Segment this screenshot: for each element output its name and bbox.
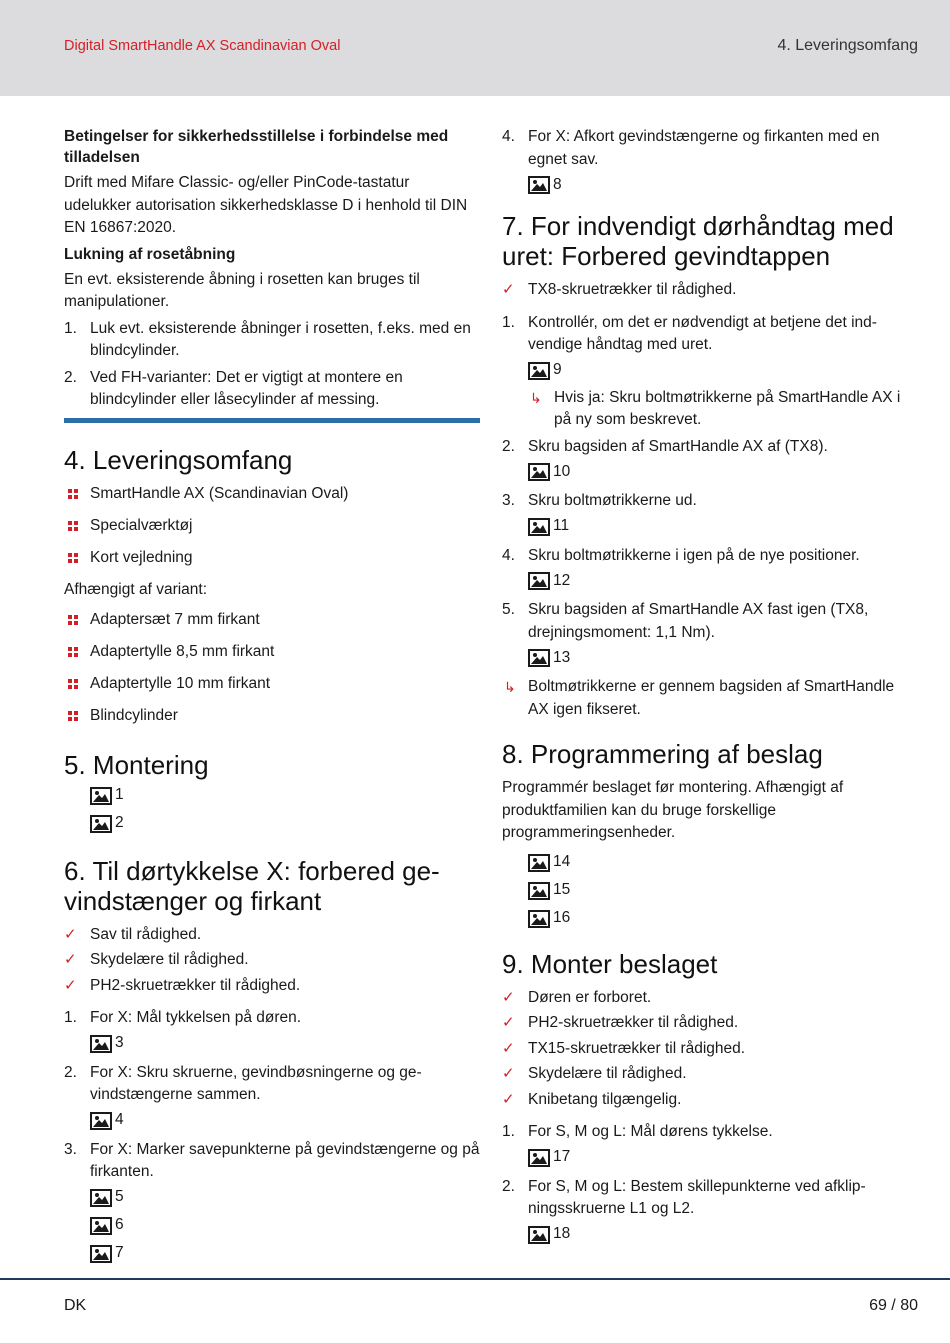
checkmark-icon: ✓ <box>64 976 77 994</box>
figure-number: 18 <box>553 1225 571 1243</box>
step-text: For X: Mål tykkelsen på døren. <box>90 1009 302 1026</box>
list-item <box>64 1139 480 1268</box>
step-text: For X: Afkort gevindstængerne og firkanten med en egnet sav. <box>528 128 880 168</box>
list-item <box>64 1007 480 1058</box>
check-text: Skydelære til rådighed. <box>528 1065 687 1082</box>
page-header <box>0 0 950 96</box>
section-divider <box>64 418 480 423</box>
figure-number: 1 <box>115 786 124 804</box>
variant-list <box>64 609 480 728</box>
image-icon <box>528 649 550 667</box>
result-arrow-icon: ↳ <box>504 679 516 695</box>
rosette-steps <box>64 318 480 412</box>
check-text: Sav til rådighed. <box>90 925 202 943</box>
list-item-text: SmartHandle AX (Scandinavian Oval) <box>90 484 349 502</box>
check-item <box>502 987 918 1010</box>
requirements-list <box>64 924 480 998</box>
check-item <box>502 1089 918 1112</box>
delivery-list <box>64 483 480 570</box>
check-text: Knibetang tilgængelig. <box>528 1090 682 1108</box>
figure-number: 4 <box>115 1111 124 1129</box>
image-icon <box>90 787 112 805</box>
list-item <box>502 490 918 541</box>
footer-divider <box>0 1278 950 1280</box>
checkmark-icon: ✓ <box>502 988 515 1006</box>
figure-reference <box>528 458 918 486</box>
image-icon <box>528 463 550 481</box>
list-item <box>502 436 918 487</box>
step-number: 2. <box>64 368 77 386</box>
check-item <box>502 279 918 302</box>
list-item-text: Kort vejledning <box>90 548 193 566</box>
check-text: PH2-skruetrækker til rådighed. <box>528 1014 739 1031</box>
section-5-heading: 5. Montering <box>64 749 209 780</box>
figure-reference <box>90 1184 480 1212</box>
check-text: Døren er forboret. <box>528 988 652 1006</box>
list-item <box>64 367 480 412</box>
section-7-result <box>502 676 918 721</box>
step-number: 4. <box>502 546 515 564</box>
checkmark-icon: ✓ <box>502 1039 515 1057</box>
step-text: Ved FH-varianter: Det er vigtigt at montere en blindcylinder eller låsecylinder af messing. <box>90 368 403 408</box>
variant-text: Afhængigt af variant: <box>64 580 208 598</box>
list-item <box>64 547 480 570</box>
right-column <box>502 126 918 1253</box>
figure-number: 13 <box>553 648 571 666</box>
list-item <box>64 609 480 632</box>
list-item <box>502 1176 918 1249</box>
image-icon <box>90 1112 112 1130</box>
check-item <box>64 924 480 947</box>
list-item <box>64 673 480 696</box>
list-item-text: Adaptertylle 10 mm firkant <box>90 675 271 692</box>
section-6-steps <box>64 1007 480 1268</box>
square-bullet-icon <box>68 647 79 658</box>
check-item <box>64 949 480 972</box>
figure-reference <box>90 782 480 810</box>
list-item <box>64 515 480 538</box>
result-text: Boltmøtrikkerne er gennem bagsiden af SmartHandle AX igen fikseret. <box>528 678 895 718</box>
figure-number: 14 <box>553 853 571 871</box>
check-item <box>64 975 480 998</box>
section-9-steps <box>502 1121 918 1249</box>
conditions-heading: Betingelser for sikkerhedsstillelse i forbindelse med tilladelsen <box>64 128 449 166</box>
figure-reference <box>528 171 918 199</box>
image-icon <box>528 854 550 872</box>
square-bullet-icon <box>68 711 79 722</box>
figure-reference <box>528 567 918 595</box>
figure-number: 16 <box>553 909 571 927</box>
checkmark-icon: ✓ <box>64 925 77 943</box>
figure-group <box>502 849 918 933</box>
checkmark-icon: ✓ <box>502 1065 515 1082</box>
step-text: For X: Skru skruerne, gevindbøsningerne og ge-vindstængerne sammen. <box>90 1063 422 1103</box>
chapter-title: 4. Leveringsomfang <box>777 37 918 54</box>
check-item <box>502 1012 918 1035</box>
figure-number: 9 <box>553 361 562 379</box>
figure-number: 10 <box>553 462 571 480</box>
figure-reference <box>90 1240 480 1268</box>
image-icon <box>90 1217 112 1235</box>
list-item <box>64 705 480 728</box>
checkmark-icon: ✓ <box>64 951 77 968</box>
step-number: 1. <box>64 319 77 337</box>
figure-number: 3 <box>115 1034 124 1052</box>
step-text: Skru bagsiden af SmartHandle AX fast igen (TX8, drejningsmoment: 1,1 Nm). <box>528 601 869 641</box>
image-icon <box>528 882 550 900</box>
checkmark-icon: ✓ <box>502 1090 515 1108</box>
step-number: 2. <box>502 1177 515 1195</box>
figure-group <box>64 782 480 838</box>
step-number: 5. <box>502 601 515 618</box>
sub-result <box>528 387 918 432</box>
check-item <box>502 1038 918 1061</box>
image-icon <box>528 910 550 928</box>
figure-number: 5 <box>115 1188 124 1206</box>
figure-number: 7 <box>115 1244 124 1262</box>
figure-reference <box>90 1212 480 1240</box>
step-number: 1. <box>64 1009 77 1026</box>
step-text: For S, M og L: Mål dørens tykkelse. <box>528 1123 773 1140</box>
section-9-heading: 9. Monter beslaget <box>502 948 718 979</box>
list-item-text: Blindcylinder <box>90 707 178 724</box>
section-8-text: Programmér beslaget før montering. Afhængigt af produktfamilien kan du bruge forskellige programmeringsenheder. <box>502 779 844 841</box>
step-number: 1. <box>502 1123 515 1140</box>
image-icon <box>528 176 550 194</box>
step-text: Skru bagsiden af SmartHandle AX af (TX8). <box>528 437 828 455</box>
list-item <box>64 318 480 363</box>
image-icon <box>528 362 550 380</box>
checkmark-icon: ✓ <box>502 281 515 298</box>
image-icon <box>528 1226 550 1244</box>
check-item <box>502 1063 918 1086</box>
section-6-heading: 6. Til dørtykkelse X: forbered ge-vindstænger og firkant <box>64 855 440 916</box>
list-item <box>502 599 918 672</box>
figure-reference <box>528 1144 918 1172</box>
check-text: Skydelære til rådighed. <box>90 951 249 968</box>
check-text: TX15-skruetrækker til rådighed. <box>528 1039 746 1057</box>
step-text: For S, M og L: Bestem skillepunkterne ved afklip-ningsskruerne L1 og L2. <box>528 1177 866 1217</box>
step-text: Skru boltmøtrikkerne ud. <box>528 492 697 509</box>
figure-reference <box>528 1221 918 1249</box>
check-text: TX8-skruetrækker til rådighed. <box>528 281 737 298</box>
document-title: Digital SmartHandle AX Scandinavian Oval <box>64 38 341 54</box>
step-number: 1. <box>502 313 515 331</box>
list-item <box>64 1062 480 1135</box>
figure-reference <box>528 644 918 672</box>
step-text: Kontrollér, om det er nødvendigt at betjene det ind-vendige håndtag med uret. <box>528 313 877 353</box>
square-bullet-icon <box>68 521 79 532</box>
figure-number: 17 <box>553 1148 571 1166</box>
result-text: Hvis ja: Skru boltmøtrikkerne på SmartHandle AX i på ny som beskrevet. <box>554 388 901 428</box>
section-7-steps-continued <box>502 436 918 673</box>
figure-number: 2 <box>115 814 124 832</box>
list-item <box>64 483 480 506</box>
image-icon <box>528 1149 550 1167</box>
list-item-text: Adaptertylle 8,5 mm firkant <box>90 643 275 660</box>
section-7-heading: 7. For indvendigt dørhåndtag med uret: Forbered gevindtappen <box>502 211 894 271</box>
result-arrow-icon: ↳ <box>530 389 542 406</box>
step-number: 4. <box>502 128 515 145</box>
requirements-list <box>502 987 918 1112</box>
list-item <box>502 1121 918 1172</box>
figure-reference <box>528 513 918 541</box>
section-4-heading: 4. Leveringsomfang <box>64 444 293 475</box>
list-item-text: Specialværktøj <box>90 516 193 534</box>
square-bullet-icon <box>68 615 79 626</box>
square-bullet-icon <box>68 679 79 690</box>
image-icon <box>528 572 550 590</box>
figure-reference <box>90 1107 480 1135</box>
list-item <box>64 641 480 664</box>
step-number: 3. <box>64 1140 77 1158</box>
list-item <box>502 126 918 199</box>
square-bullet-icon <box>68 489 79 500</box>
figure-reference <box>528 905 918 933</box>
step-text: Skru boltmøtrikkerne i igen på de nye positioner. <box>528 546 860 564</box>
step-number: 2. <box>64 1063 77 1081</box>
step-number: 3. <box>502 492 515 509</box>
figure-reference <box>528 849 918 877</box>
figure-reference <box>90 1030 480 1058</box>
figure-number: 6 <box>115 1216 124 1234</box>
figure-reference <box>528 357 918 385</box>
image-icon <box>90 1245 112 1263</box>
list-item <box>502 545 918 596</box>
image-icon <box>90 815 112 833</box>
section-6-continued <box>502 126 918 199</box>
image-icon <box>90 1035 112 1053</box>
image-icon <box>90 1189 112 1207</box>
footer-language: DK <box>64 1297 87 1314</box>
check-text: PH2-skruetrækker til rådighed. <box>90 976 301 994</box>
requirements-list <box>502 279 918 302</box>
rosette-text: En evt. eksisterende åbning i rosetten kan bruges til manipulationer. <box>64 270 420 310</box>
step-text: Luk evt. eksisterende åbninger i rosetten, f.eks. med en blindcylinder. <box>90 319 471 359</box>
figure-number: 12 <box>553 571 571 589</box>
figure-reference <box>90 810 480 838</box>
figure-reference <box>528 877 918 905</box>
square-bullet-icon <box>68 553 79 564</box>
figure-number: 8 <box>553 175 562 193</box>
checkmark-icon: ✓ <box>502 1014 515 1031</box>
rosette-heading: Lukning af rosetåbning <box>64 245 236 263</box>
image-icon <box>528 518 550 536</box>
left-column <box>64 126 480 1272</box>
figure-number: 15 <box>553 881 571 899</box>
step-text: For X: Marker savepunkterne på gevindstængerne og på firkanten. <box>90 1140 480 1180</box>
list-item-text: Adaptersæt 7 mm firkant <box>90 611 260 628</box>
step-number: 2. <box>502 437 515 455</box>
page-number: 69 / 80 <box>869 1297 918 1314</box>
section-8-heading: 8. Programmering af beslag <box>502 739 823 769</box>
section-7-steps <box>502 312 918 432</box>
figure-number: 11 <box>553 517 570 535</box>
conditions-text: Drift med Mifare Classic- og/eller PinCode-tastatur udelukker autorisation sikkerhedsklasse D i henhold til DIN EN 16867:2020. <box>64 174 468 236</box>
list-item <box>502 312 918 432</box>
